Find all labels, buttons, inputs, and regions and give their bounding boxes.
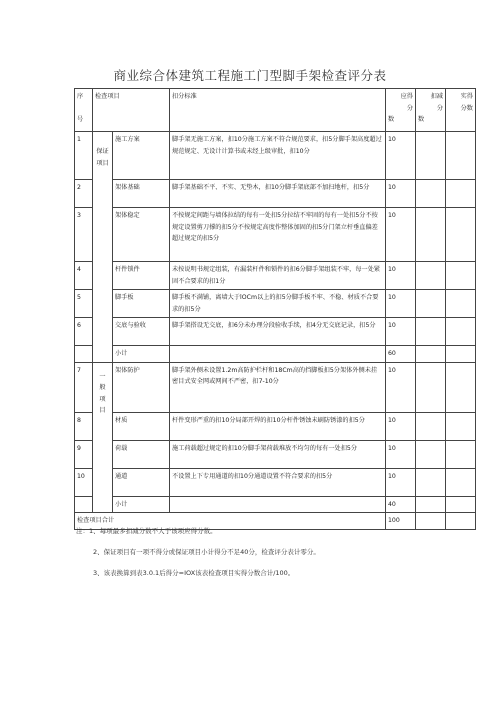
table-row [75, 290, 476, 318]
item-standard: 不设置上下专用通道的扣10分通道设置不符合要求的扣5分 [170, 468, 386, 496]
item-standard: 不按规定间距与墙体拉结的每有一处扣5分拉结不牢固的每有一处扣5分不按规定设置剪刀撑的扣5分不按规定高度作整体加固的扣5分门架立杆垂直偏差超过规定的扣5分 [170, 208, 386, 262]
subtotal-deduct [416, 346, 446, 363]
item-score: 10 [386, 208, 416, 262]
item-score: 10 [386, 180, 416, 208]
item-score: 10 [386, 412, 416, 440]
item-name: 荷载 [113, 440, 170, 468]
row-number: 7 [75, 362, 93, 412]
notes [76, 526, 476, 589]
subtotal-score: 60 [386, 346, 416, 363]
item-deduct [416, 440, 446, 468]
table-row [75, 440, 476, 468]
item-deduct [416, 180, 446, 208]
item-actual [446, 180, 476, 208]
row-number: 5 [75, 290, 93, 318]
header-item: 检查项目 [93, 89, 170, 132]
item-name: 架体稳定 [113, 208, 170, 262]
item-standard: 施工荷载超过规定的扣10分脚手架荷载堆放不均匀的每有一处扣5分 [170, 440, 386, 468]
item-standard: 脚手架搭设无交底，扣6分未办理分段验收手续，扣4分无交底记录，扣5分 [170, 318, 386, 346]
row-number: 6 [75, 318, 93, 346]
item-score: 10 [386, 362, 416, 412]
subtotal-actual [446, 346, 476, 363]
page-title: 商业综合体建筑工程施工门型脚手架检查评分表 [113, 68, 387, 83]
item-name: 脚手板 [113, 290, 170, 318]
item-actual [446, 262, 476, 290]
subtotal-actual [446, 496, 476, 513]
item-deduct [416, 412, 446, 440]
item-deduct [416, 318, 446, 346]
header-row [75, 89, 476, 132]
item-standard: 脚手架无施工方案，扣10分施工方案不符合规范要求，扣5分脚手架高度超过规范规定、无设计计算书或未经上级审批，扣10分 [170, 132, 386, 180]
item-actual [446, 290, 476, 318]
item-actual [446, 412, 476, 440]
item-name: 施工方案 [113, 132, 170, 180]
item-standard: 未按说明书规定组装，有漏装杆件和锁件的扣6分脚手架组装不牢，每一处紧固不合要求的扣1分 [170, 262, 386, 290]
header-standard: 扣分标准 [170, 89, 386, 132]
category-general: 一 般 项 目 [93, 362, 113, 513]
item-score: 10 [386, 290, 416, 318]
note-3: 3、该表换算到表3.0.1后得分=IOX该表检查项目实得分数合计/100。 [93, 569, 295, 577]
row-number: 8 [75, 412, 93, 440]
subtotal-row [75, 346, 476, 363]
note-1: 注：1、每项最多扣减分数不大于该项应得分数。 [76, 527, 217, 535]
total-score: 100 [386, 513, 416, 530]
item-name: 材质 [113, 412, 170, 440]
total-label: 检查项目合计 [75, 513, 386, 530]
table-row [75, 208, 476, 262]
subtotal-row [75, 496, 476, 513]
item-standard: 杆件变形严重的扣10分局部开焊的扣10分杆件锈蚀未刷防锈漆的扣5分 [170, 412, 386, 440]
item-standard: 脚手架外侧未设置1.2m高防护栏杆和18Cm高的挡脚板扣5分架体外侧未挂密目式安全网或网间不严密，扣7-10分 [170, 362, 386, 412]
table-row [75, 132, 476, 180]
item-score: 10 [386, 468, 416, 496]
item-deduct [416, 262, 446, 290]
item-name: 杆件锁件 [113, 262, 170, 290]
table-row [75, 180, 476, 208]
item-actual [446, 468, 476, 496]
row-number: 3 [75, 208, 93, 262]
item-standard: 脚手板不满铺，离墙大于lOCm以上的扣5分脚手板不牢、不稳、材质不合要求的扣5分 [170, 290, 386, 318]
item-score: 10 [386, 318, 416, 346]
row-number: 10 [75, 468, 93, 496]
item-actual [446, 362, 476, 412]
item-name: 架体基础 [113, 180, 170, 208]
subtotal-seq [75, 346, 93, 363]
note-2: 2、保证项目有一项不得分或保证项目小计得分不足40分，检查评分表计零分。 [93, 548, 320, 556]
subtotal-standard [170, 496, 386, 513]
item-score: 10 [386, 440, 416, 468]
subtotal-score: 40 [386, 496, 416, 513]
table-row [75, 412, 476, 440]
row-number: 9 [75, 440, 93, 468]
header-full-score: 应得 分 数 [386, 89, 416, 132]
item-deduct [416, 362, 446, 412]
item-standard: 脚手架基础不平、不实、无垫木，扣10分脚手架底部不加扫地杆，扣5分 [170, 180, 386, 208]
item-name: 交底与验收 [113, 318, 170, 346]
row-number: 2 [75, 180, 93, 208]
item-name: 架体防护 [113, 362, 170, 412]
subtotal-deduct [416, 496, 446, 513]
category-guarantee: 保证 项目 [93, 132, 113, 363]
header-seq: 序 号 [75, 89, 93, 132]
item-actual [446, 208, 476, 262]
item-deduct [416, 208, 446, 262]
score-table [74, 88, 476, 530]
item-actual [446, 318, 476, 346]
subtotal-seq [75, 496, 93, 513]
item-score: 10 [386, 132, 416, 180]
item-deduct [416, 290, 446, 318]
header-actual: 实得 分数 [446, 89, 476, 132]
item-score: 10 [386, 262, 416, 290]
item-actual [446, 440, 476, 468]
item-deduct [416, 468, 446, 496]
subtotal-label: 小计 [113, 346, 170, 363]
item-deduct [416, 132, 446, 180]
table-row [75, 468, 476, 496]
table-row [75, 262, 476, 290]
row-number: 1 [75, 132, 93, 180]
item-name: 通道 [113, 468, 170, 496]
row-number: 4 [75, 262, 93, 290]
table-row [75, 362, 476, 412]
header-deduct: 扣减 分 数 [416, 89, 446, 132]
subtotal-standard [170, 346, 386, 363]
subtotal-label: 小计 [113, 496, 170, 513]
table-row [75, 318, 476, 346]
item-actual [446, 132, 476, 180]
